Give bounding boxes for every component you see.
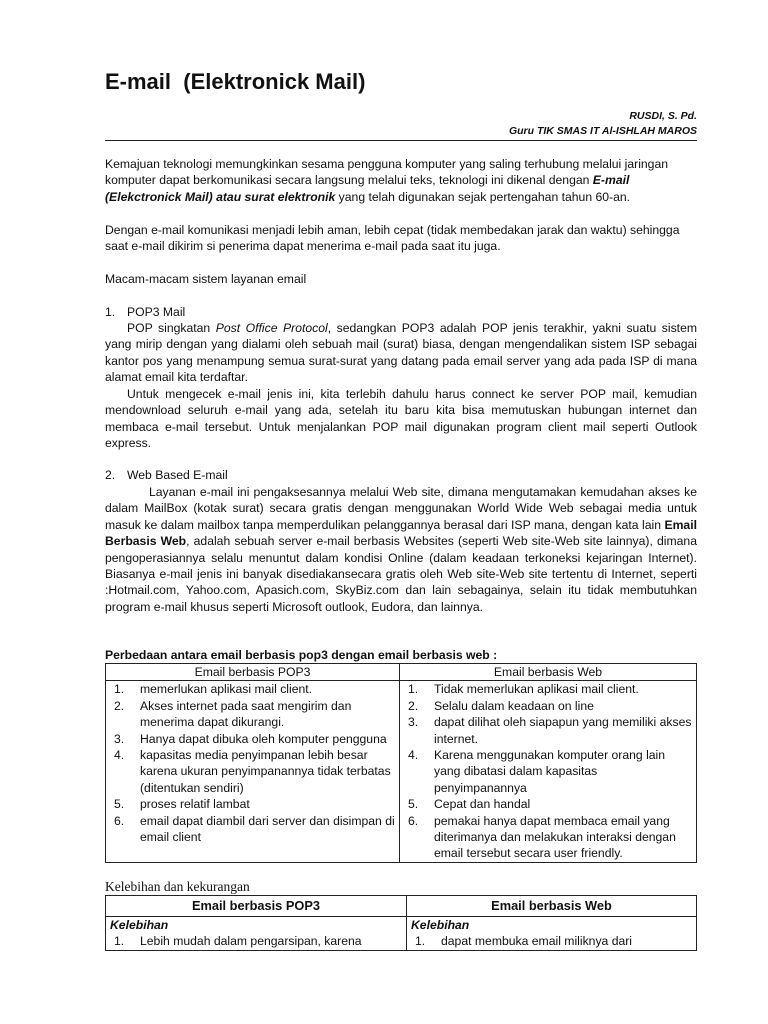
- list-item: 1. dapat membuka email miliknya dari: [415, 934, 633, 949]
- section2-paragraph-1: [105, 484, 697, 615]
- intro-paragraph-3: Macam-macam sistem layanan email: [105, 272, 307, 286]
- section1-paragraph-1: [105, 320, 697, 386]
- list-item: 2. Selalu dalam keadaan on line: [408, 698, 594, 713]
- section1-heading: [105, 304, 185, 320]
- list-item: 6. email dapat diambil dari server dan disimpan di email client: [114, 813, 395, 845]
- proscons-pop3-subheading: Kelebihan: [110, 918, 169, 932]
- author-position: Guru TIK SMAS IT Al-ISHLAH MAROS: [508, 125, 697, 137]
- section2-p1-text-b: , adalah sebuah server e-mail berbasis Websites (seperti Web site-Web site lainnya), dimana pengoperasiannya selalu menuntut dalam kondisi Online (dalam keadaan terkoneksi kejaringan Internet). Biasanya e-mail jenis ini banyak disediakansecara gratis oleh Web site-Web site tertentu di Internet, seperti :Hotmail.com, Yahoo.com, Apasich.com, SkyBiz.com dan lain sebagainya, selain itu tidak membutuhkan program e-mail khusus seperti Microsoft outlook, Eudora, dan lainnya.: [105, 534, 697, 614]
- list-item: 6. pemakai hanya dapat membaca email yang diterimanya dan melakukan interaksi dengan email tersebut secara user friendly.: [408, 813, 676, 861]
- web-list: [404, 681, 692, 861]
- section1-paragraph-2: Untuk mengecek e-mail jenis ini, kita terlebih dahulu harus connect ke server POP mail, kemudian mendownload seluruh e-mail yang ada, setelah itu baru kita bisa memutuskan hubungan internet dan membaca e-mail tersebut. Untuk menjalankan POP mail digunakan program client mail seperti Outlook express.: [105, 387, 697, 451]
- comparison-pop3-cell: [106, 681, 400, 862]
- list-item: 3. dapat dilihat oleh siapapun yang memiliki akses internet.: [408, 715, 692, 746]
- section1-p1-text-b: , sedangkan POP3 adalah POP jenis terakhir, yakni suatu sistem yang mirip dengan yang dialami oleh sebuah mail (surat) biasa, dengan mengendalikan sistem ISP sebagai kantor pos yang menampung semua surat-surat yang datang pada email server yang ada pada ISP di mana alamat email kita terdaftar.: [105, 321, 697, 385]
- intro-paragraph-2: Dengan e-mail komunikasi menjadi lebih aman, lebih cepat (tidak membedakan jarak dan waktu) sehingga saat e-mail dikirim si penerima dapat menerima e-mail pada saat itu juga.: [105, 223, 680, 254]
- section2-p1-bold: Email Berbasis Web: [105, 517, 697, 549]
- proscons-header-pop3: Email berbasis POP3: [106, 896, 407, 917]
- proscons-table: [105, 895, 697, 951]
- intro-p1-emphasis: E-mail (Elekctronick Mail) atau surat elektronik: [105, 173, 630, 204]
- section1-number: 1.: [105, 305, 116, 319]
- section1-p1-text-a: POP singkatan: [127, 321, 216, 335]
- comparison-header-web: Email berbasis Web: [400, 664, 697, 681]
- section1-p1-emphasis: Post Office Protocol: [215, 321, 328, 335]
- list-item: 4. kapasitas media penyimpanan lebih besar karena ukuran penyimpanannya tidak terbatas (ditentukan sendiri): [114, 748, 391, 795]
- comparison-web-cell: [400, 681, 697, 862]
- proscons-web-cell: [407, 917, 697, 951]
- list-item: 1. Lebih mudah dalam pengarsipan, karena: [114, 934, 362, 949]
- comparison-header-pop3: Email berbasis POP3: [106, 664, 400, 681]
- list-item: 3. Hanya dapat dibuka oleh komputer pengguna: [114, 731, 387, 746]
- proscons-header-web: Email berbasis Web: [407, 896, 697, 917]
- section2-number: 2.: [105, 468, 116, 482]
- section2-title: Web Based E-mail: [127, 468, 228, 482]
- section2-heading: [105, 467, 228, 483]
- intro-p1-text-a: Kemajuan teknologi memungkinkan sesama pengguna komputer yang saling terhubung melalui jaringan komputer dapat berkomunikasi secara langsung melalui teks, teknologi ini dikenal dengan: [105, 157, 669, 188]
- comparison-caption: Perbedaan antara email berbasis pop3 dengan email berbasis web :: [105, 648, 498, 662]
- list-item: 1. memerlukan aplikasi mail client.: [114, 682, 313, 697]
- comparison-table: [105, 663, 697, 863]
- list-item: 5. Cepat dan handal: [408, 797, 531, 812]
- author-name: RUSDI, S. Pd.: [629, 110, 697, 122]
- section1-title: POP3 Mail: [127, 305, 186, 319]
- intro-p1-text-b: yang telah digunakan sejak pertengahan tahun 60-an.: [335, 189, 631, 204]
- list-item: 4. Karena menggunakan komputer orang lain yang dibatasi dalam kapasitas penyimpanannya: [408, 748, 666, 795]
- page-title: E-mail (Elektronick Mail): [105, 69, 366, 94]
- proscons-caption: Kelebihan dan kekurangan: [105, 879, 250, 894]
- list-item: 5. proses relatif lambat: [114, 797, 250, 812]
- intro-paragraph-1: [105, 156, 697, 205]
- list-item: 2. Akses internet pada saat mengirim dan menerima dapat dikurangi.: [114, 698, 352, 730]
- author-block: [509, 109, 697, 139]
- list-item: 1. Tidak memerlukan aplikasi mail client.: [408, 682, 639, 697]
- pop3-list: [110, 681, 395, 845]
- proscons-web-subheading: Kelebihan: [411, 918, 470, 932]
- header-divider: [105, 140, 697, 141]
- section2-p1-text-a: Layanan e-mail ini pengaksesannya melalui Web site, dimana mengutamakan kemudahan akses ke dalam MailBox (kotak surat) secara gratis dengan menggunakan World Wide Web sebagai media untuk masuk ke dalam mailbox tanpa memperdulikan pelanggannya berasal dari ISP mana, dengan kata lain: [105, 485, 697, 532]
- proscons-pop3-cell: [106, 917, 407, 951]
